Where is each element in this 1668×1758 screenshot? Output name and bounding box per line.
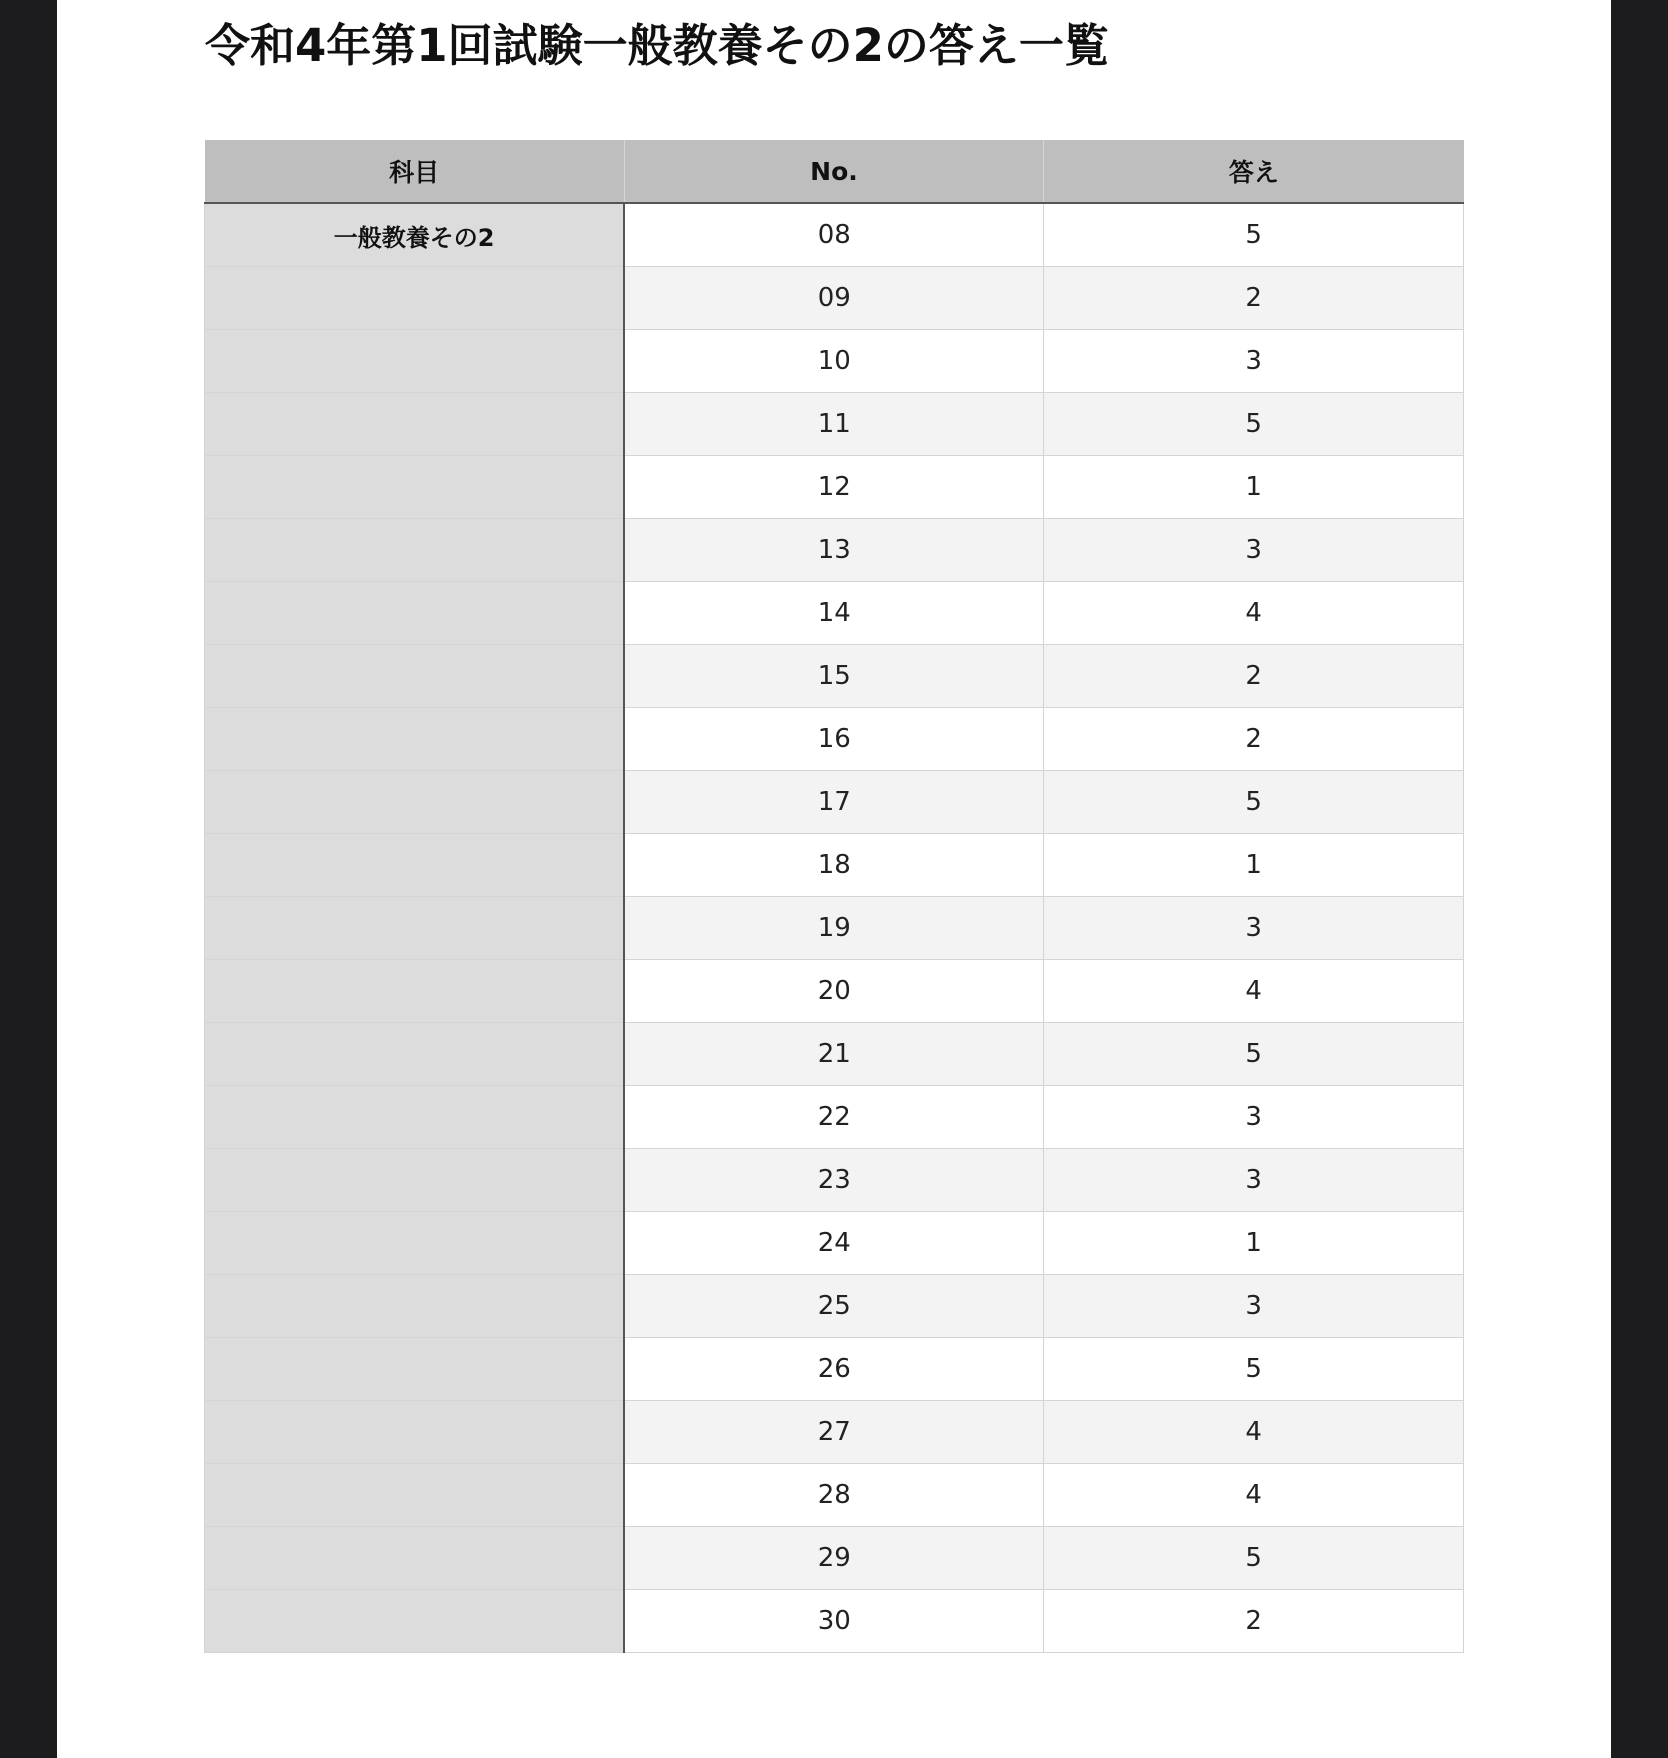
- question-number-cell: 08: [624, 203, 1044, 267]
- subject-cell: [205, 834, 625, 897]
- subject-cell: [205, 330, 625, 393]
- subject-cell: [205, 1086, 625, 1149]
- answer-cell: 3: [1044, 1149, 1464, 1212]
- document-page: [57, 0, 1611, 1758]
- answer-cell: 3: [1044, 1086, 1464, 1149]
- subject-cell: [205, 1527, 625, 1590]
- answer-cell: 1: [1044, 1212, 1464, 1275]
- table-row: [205, 1086, 1464, 1149]
- subject-cell: [205, 1023, 625, 1086]
- question-number-cell: 18: [624, 834, 1044, 897]
- table-header-row: [205, 140, 1464, 203]
- question-number-cell: 27: [624, 1401, 1044, 1464]
- answer-cell: 4: [1044, 582, 1464, 645]
- answer-table: [204, 140, 1464, 1653]
- table-row: [205, 960, 1464, 1023]
- subject-cell: [205, 393, 625, 456]
- subject-cell: [205, 1149, 625, 1212]
- answer-cell: 5: [1044, 771, 1464, 834]
- question-number-cell: 17: [624, 771, 1044, 834]
- subject-cell: [205, 456, 625, 519]
- table-row: [205, 708, 1464, 771]
- answer-cell: 5: [1044, 393, 1464, 456]
- table-row: [205, 1590, 1464, 1653]
- table-row: [205, 456, 1464, 519]
- question-number-cell: 26: [624, 1338, 1044, 1401]
- answer-cell: 4: [1044, 1464, 1464, 1527]
- question-number-cell: 28: [624, 1464, 1044, 1527]
- answer-cell: 1: [1044, 834, 1464, 897]
- page-title: 令和4年第1回試験一般教養その2の答え一覧: [205, 19, 1109, 72]
- answer-cell: 2: [1044, 708, 1464, 771]
- question-number-cell: 24: [624, 1212, 1044, 1275]
- table-row: [205, 1023, 1464, 1086]
- table-row: [205, 1275, 1464, 1338]
- question-number-cell: 15: [624, 645, 1044, 708]
- answer-cell: 3: [1044, 1275, 1464, 1338]
- table-body: [205, 203, 1464, 1653]
- table-row: [205, 834, 1464, 897]
- subject-cell: [205, 1464, 625, 1527]
- subject-cell: [205, 708, 625, 771]
- subject-cell: [205, 645, 625, 708]
- subject-cell: [205, 897, 625, 960]
- answer-cell: 2: [1044, 1590, 1464, 1653]
- table-row: [205, 330, 1464, 393]
- answer-cell: 3: [1044, 519, 1464, 582]
- subject-cell: [205, 267, 625, 330]
- table-row: [205, 203, 1464, 267]
- table-row: [205, 267, 1464, 330]
- question-number-cell: 20: [624, 960, 1044, 1023]
- subject-cell: [205, 582, 625, 645]
- subject-cell: [205, 960, 625, 1023]
- question-number-cell: 22: [624, 1086, 1044, 1149]
- answer-cell: 5: [1044, 1527, 1464, 1590]
- question-number-cell: 21: [624, 1023, 1044, 1086]
- header-answer: 答え: [1044, 140, 1464, 203]
- table-row: [205, 1464, 1464, 1527]
- question-number-cell: 12: [624, 456, 1044, 519]
- question-number-cell: 09: [624, 267, 1044, 330]
- answer-cell: 5: [1044, 1338, 1464, 1401]
- question-number-cell: 13: [624, 519, 1044, 582]
- table-row: [205, 1212, 1464, 1275]
- answer-cell: 5: [1044, 1023, 1464, 1086]
- table-row: [205, 897, 1464, 960]
- question-number-cell: 19: [624, 897, 1044, 960]
- answer-cell: 2: [1044, 267, 1464, 330]
- question-number-cell: 30: [624, 1590, 1044, 1653]
- question-number-cell: 16: [624, 708, 1044, 771]
- header-no: No.: [624, 140, 1044, 203]
- subject-cell: [205, 771, 625, 834]
- question-number-cell: 29: [624, 1527, 1044, 1590]
- table-row: [205, 393, 1464, 456]
- question-number-cell: 10: [624, 330, 1044, 393]
- subject-cell: [205, 1401, 625, 1464]
- answer-cell: 4: [1044, 1401, 1464, 1464]
- subject-cell: [205, 519, 625, 582]
- table-row: [205, 645, 1464, 708]
- subject-cell: [205, 1212, 625, 1275]
- question-number-cell: 25: [624, 1275, 1044, 1338]
- answer-cell: 5: [1044, 203, 1464, 267]
- answer-cell: 3: [1044, 897, 1464, 960]
- answer-cell: 2: [1044, 645, 1464, 708]
- answer-cell: 4: [1044, 960, 1464, 1023]
- answer-cell: 3: [1044, 330, 1464, 393]
- subject-cell: [205, 1275, 625, 1338]
- table-row: [205, 1338, 1464, 1401]
- answer-cell: 1: [1044, 456, 1464, 519]
- table-row: [205, 519, 1464, 582]
- question-number-cell: 14: [624, 582, 1044, 645]
- table-row: [205, 1401, 1464, 1464]
- subject-cell: [205, 1590, 625, 1653]
- table-row: [205, 1149, 1464, 1212]
- table-row: [205, 1527, 1464, 1590]
- question-number-cell: 11: [624, 393, 1044, 456]
- question-number-cell: 23: [624, 1149, 1044, 1212]
- table-row: [205, 582, 1464, 645]
- subject-cell: [205, 1338, 625, 1401]
- table-row: [205, 771, 1464, 834]
- header-subject: 科目: [205, 140, 625, 203]
- subject-cell: 一般教養その2: [205, 203, 625, 267]
